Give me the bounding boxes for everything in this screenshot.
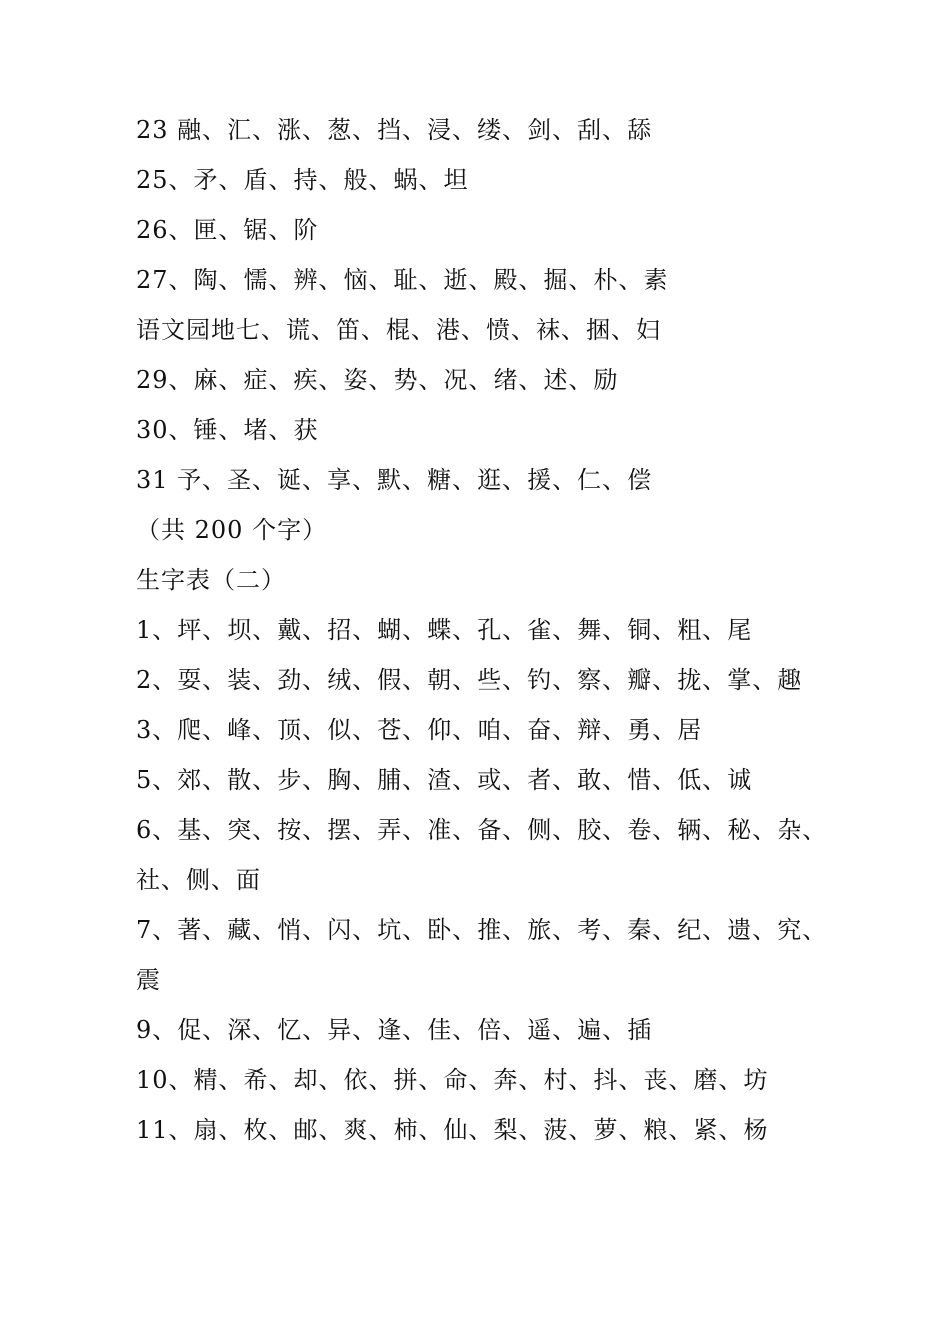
text-line: 2、耍、装、劲、绒、假、朝、些、钓、察、瓣、拢、掌、趣 (136, 666, 803, 694)
text-line: 5、郊、散、步、胸、脯、渣、或、者、敢、惜、低、诚 (136, 766, 753, 794)
text-line: 26、匣、锯、阶 (136, 216, 319, 244)
text-line: 6、基、突、按、摆、弄、准、备、侧、胶、卷、辆、秘、杂、 (136, 816, 828, 844)
text-line: 社、侧、面 (136, 866, 261, 894)
text-line: 29、麻、症、疾、姿、势、况、绪、述、励 (136, 366, 619, 394)
text-line: 23 融、汇、涨、葱、挡、浸、缕、剑、刮、舔 (136, 116, 653, 144)
text-line: 27、陶、懦、辨、恼、耻、逝、殿、掘、朴、素 (136, 266, 669, 294)
text-line: 9、促、深、忆、异、逢、佳、倍、遥、遍、插 (136, 1016, 653, 1044)
text-line: 震 (136, 966, 161, 994)
character-count-note: （共 200 个字） (136, 516, 328, 544)
text-line: 1、坪、坝、戴、招、蝴、蝶、孔、雀、舞、铜、粗、尾 (136, 616, 753, 644)
text-line: 30、锤、堵、获 (136, 416, 319, 444)
document-body (136, 105, 836, 1155)
section-heading: 生字表（二） (136, 566, 286, 594)
text-line: 25、矛、盾、持、般、蜗、坦 (136, 166, 469, 194)
text-line: 31 予、圣、诞、享、默、糖、逛、援、仁、偿 (136, 466, 653, 494)
text-line: 10、精、希、却、依、拼、命、奔、村、抖、丧、磨、坊 (136, 1066, 769, 1094)
text-line: 3、爬、峰、顶、似、苍、仰、咱、奋、辩、勇、居 (136, 716, 703, 744)
text-line: 11、扇、枚、邮、爽、柿、仙、梨、菠、萝、粮、紧、杨 (136, 1116, 769, 1144)
text-line: 7、著、藏、悄、闪、坑、卧、推、旅、考、秦、纪、遗、究、 (136, 916, 828, 944)
text-line: 语文园地七、谎、笛、棍、港、愤、袜、捆、妇 (136, 316, 661, 344)
